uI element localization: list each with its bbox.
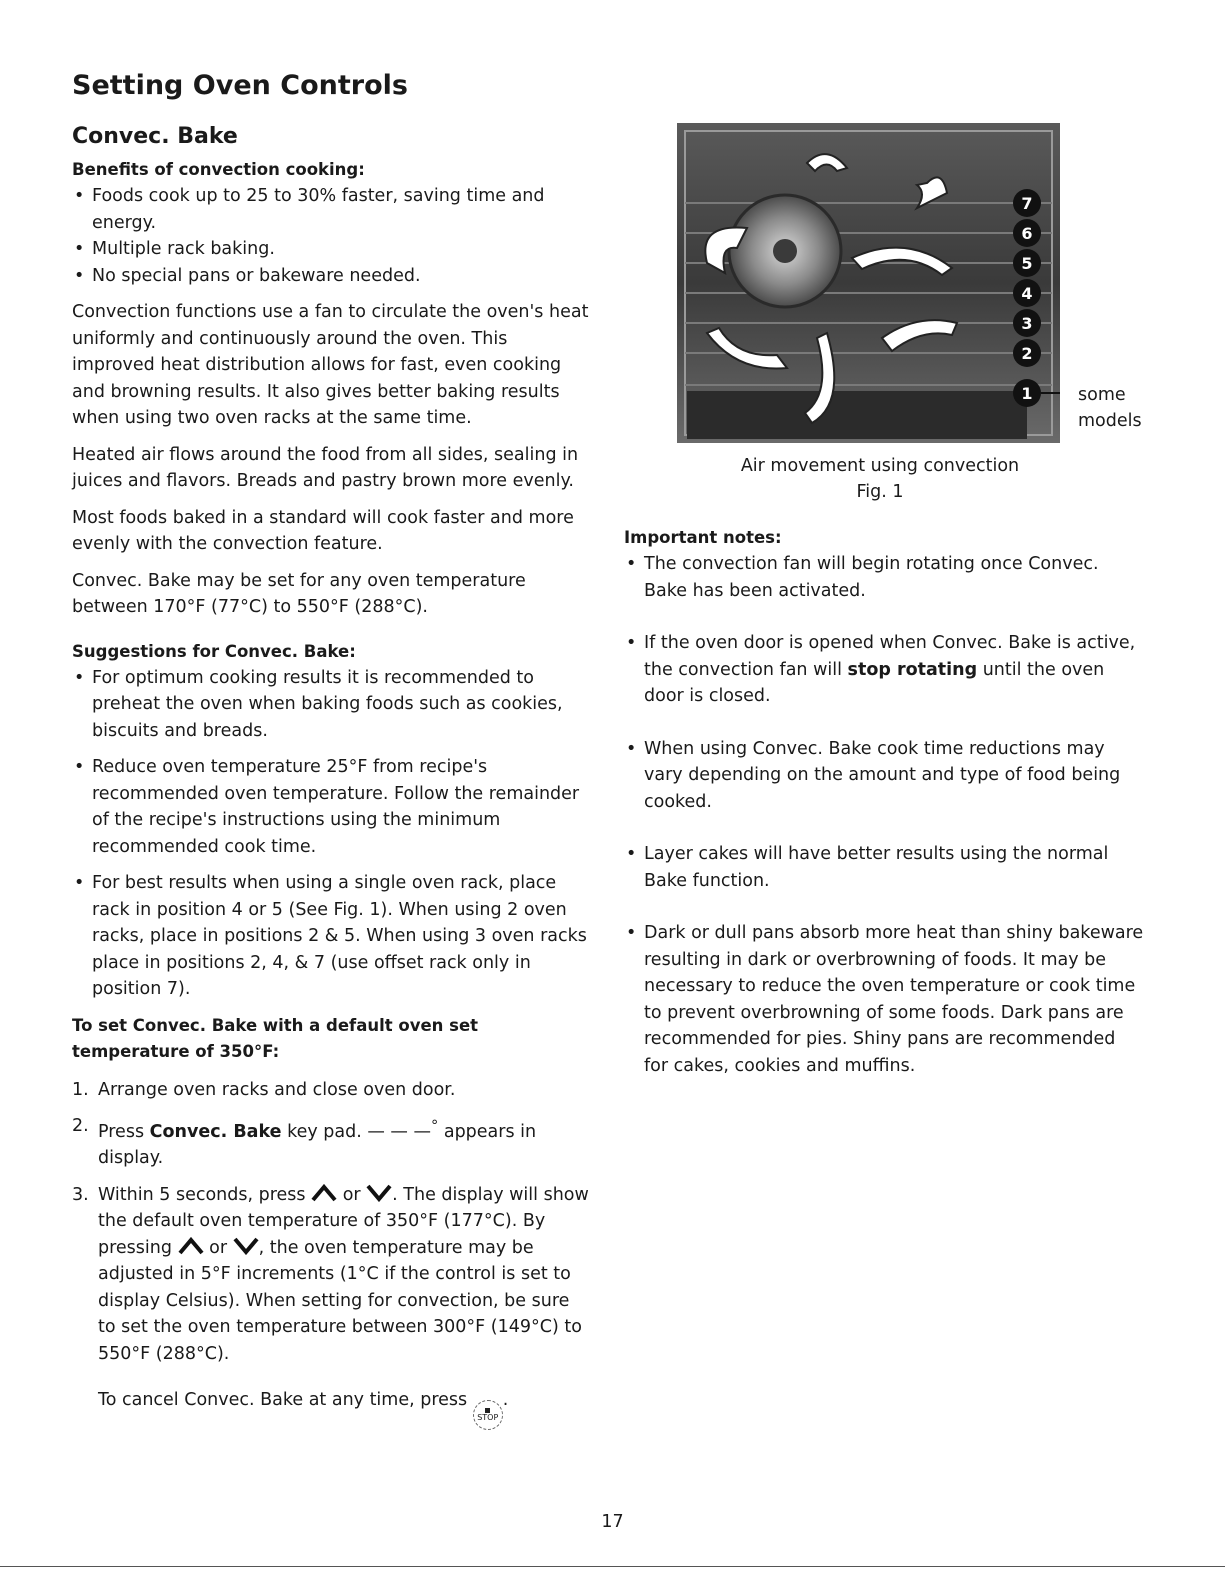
list-item: • When using Convec. Bake cook time reductions may vary depending on the amount and type of food being cooked.: [624, 736, 1144, 816]
stop-key-icon: [473, 1400, 503, 1430]
step-number: 2.: [72, 1116, 89, 1136]
list-item: • Layer cakes will have better results using the normal Bake function.: [624, 841, 1144, 894]
step-number: 1.: [72, 1079, 89, 1100]
list-item: • Reduce oven temperature 25°F from recipe's recommended oven temperature. Follow the remainder of the recipe's instructions using the minimum recommended cook time.: [72, 754, 592, 860]
note-text: some models: [1078, 385, 1142, 431]
right-column: [624, 525, 1144, 1105]
step-2: [72, 1113, 592, 1172]
some-models-note: [1078, 382, 1148, 434]
suggestions-list: [72, 665, 592, 1003]
paragraph-most-foods: Most foods baked in a standard will cook faster and more evenly with the convection feature.: [72, 507, 574, 554]
paragraph-temperature-range: Convec. Bake may be set for any oven temperature between 170°F (77°C) to 550°F (288°C).: [72, 570, 526, 617]
notes-heading: Important notes:: [624, 528, 782, 547]
rack-number-2: 2: [1021, 344, 1033, 363]
page-number: 17: [601, 1512, 624, 1532]
step-text: appears in display.: [98, 1121, 537, 1169]
step-3: [72, 1182, 592, 1368]
step-text: Within 5 seconds, press: [98, 1184, 306, 1205]
cancel-instruction: To cancel Convec. Bake at any time, press STOP .: [72, 1387, 592, 1430]
oven-interior-image: [677, 123, 1060, 443]
list-item: • For best results when using a single oven rack, place rack in position 4 or 5 (See Fig. 1). When using 2 oven racks, place in positions 2 & 5. When using 3 oven racks place in positions 2, 4, & 7 (use offset rack only in position 7).: [72, 870, 592, 1003]
step-number: 3.: [72, 1184, 89, 1205]
steps-heading: To set Convec. Bake with a default oven set temperature of 350°F:: [72, 1015, 479, 1061]
rack-number-1: 1: [1021, 384, 1033, 403]
benefits-list: [72, 183, 592, 289]
up-arrow-icon: [311, 1184, 337, 1202]
figure-caption: [700, 453, 1060, 505]
caption-line: Air movement using convection: [740, 456, 1020, 476]
note-text: until the oven door is closed.: [644, 659, 1105, 706]
rack-number-3: 3: [1021, 314, 1033, 333]
steps-list: [72, 1077, 592, 1368]
paragraph-convection: Convection functions use a fan to circulate the oven's heat uniformly and continuously around the oven. This improved heat distribution allows for fast, even cooking and browning results. It also gives better baking results when using two oven racks at the same time.: [72, 302, 589, 428]
down-arrow-icon: [366, 1184, 392, 1202]
up-arrow-icon: [178, 1237, 204, 1255]
step-1: [72, 1077, 592, 1104]
list-item: [624, 630, 1144, 710]
cancel-text: To cancel Convec. Bake at any time, press: [98, 1390, 468, 1411]
list-item: • For optimum cooking results it is recommended to preheat the oven when baking foods such as cookies, biscuits and breads.: [72, 665, 592, 745]
benefits-heading: Benefits of convection cooking:: [72, 160, 365, 179]
note-text: If the oven door is opened when Convec. Bake is active, the convection fan will: [644, 633, 1136, 680]
step-text: key pad. — — —: [281, 1121, 431, 1142]
or-text: or: [209, 1237, 228, 1258]
rack-number-4: 4: [1021, 284, 1033, 303]
stop-key-label: STOP: [477, 1413, 499, 1423]
figure-number: Fig. 1: [856, 482, 904, 502]
list-item: • Multiple rack baking.: [72, 236, 592, 263]
convec-bake-key-name: Convec. Bake: [149, 1121, 282, 1142]
rack-number-6: 6: [1021, 224, 1033, 243]
rack-number-7: 7: [1021, 194, 1033, 213]
left-column: [72, 123, 592, 1440]
oven-convection-figure: [677, 123, 1060, 443]
step-text: Press: [98, 1121, 150, 1142]
degree-sign: °: [430, 1117, 439, 1134]
bottom-divider: [0, 1566, 1225, 1567]
down-arrow-icon: [233, 1237, 259, 1255]
list-item: • The convection fan will begin rotating once Convec. Bake has been activated.: [624, 551, 1144, 604]
section-title: Convec. Bake: [72, 124, 238, 149]
suggestions-heading: Suggestions for Convec. Bake:: [72, 641, 356, 661]
or-text: or: [342, 1184, 361, 1205]
step-text: Arrange oven racks and close oven door.: [98, 1079, 456, 1100]
step-text: . The display will show the default oven temperature of 350°F (177°C). By pressing: [98, 1184, 589, 1258]
list-item: • Dark or dull pans absorb more heat than shiny bakeware resulting in dark or overbrowning of foods. It may be necessary to reduce the oven temperature or cook time to prevent overbrowning of some foods. Dark pans are recommended for pies. Shiny pans are recommended for cakes, cookies and muffins.: [624, 920, 1144, 1079]
step-text: , the oven temperature may be adjusted in 5°F increments (1°C if the control is set to display Celsius). When setting for convection, be sure to set the oven temperature between 300°F (149°C) to 550°F (288°C).: [98, 1237, 582, 1364]
rack-number-5: 5: [1021, 254, 1033, 273]
note-emphasis: stop rotating: [847, 659, 978, 680]
page-title: Setting Oven Controls: [72, 70, 408, 101]
notes-list: [624, 551, 1144, 1079]
paragraph-heated-air: Heated air flows around the food from all sides, sealing in juices and flavors. Breads and pastry brown more evenly.: [72, 444, 579, 491]
list-item: • No special pans or bakeware needed.: [72, 263, 592, 290]
list-item: • Foods cook up to 25 to 30% faster, saving time and energy.: [72, 183, 592, 236]
